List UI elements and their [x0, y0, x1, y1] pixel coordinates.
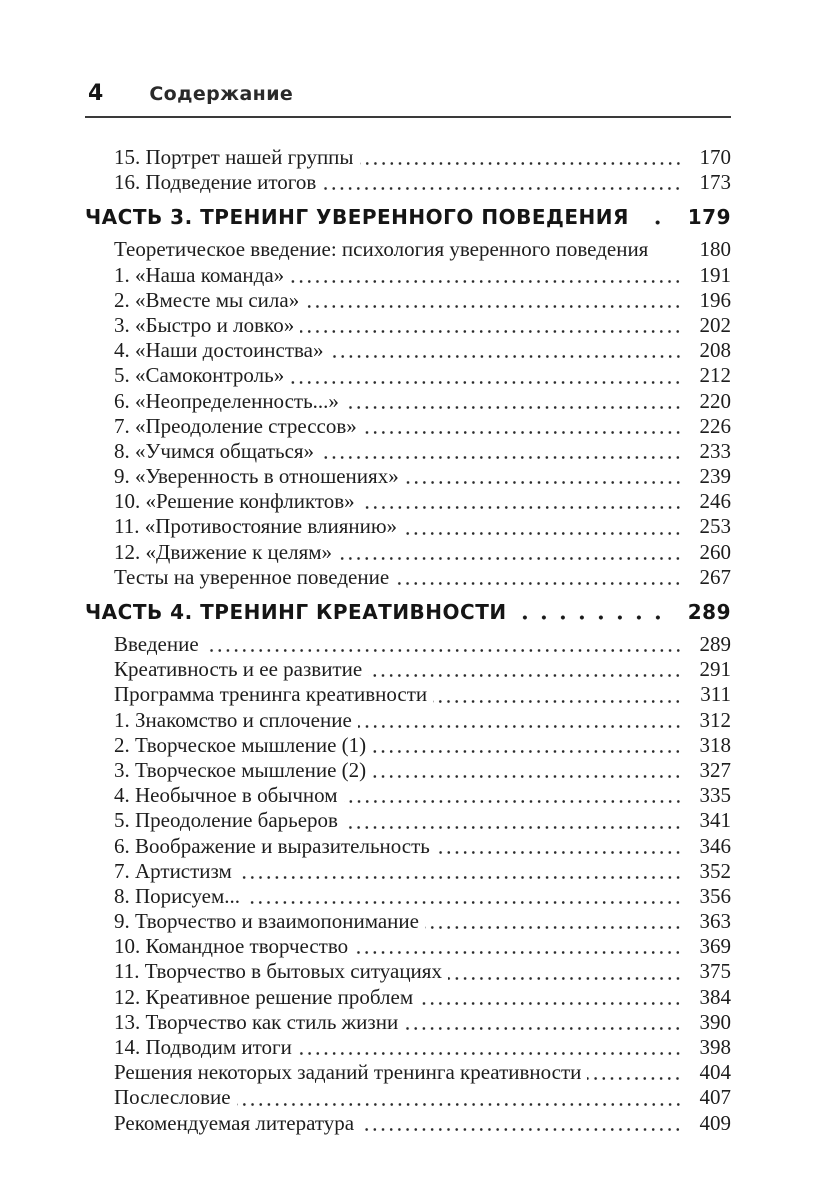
toc-entry-title: 1. Знакомство и сплочение	[114, 707, 352, 732]
toc-entry-title: 2. «Вместе мы сила»	[114, 287, 300, 312]
toc-entry-title: 2. Творческое мышление (1)	[114, 732, 367, 757]
toc-entry-page: 341	[699, 808, 731, 833]
dot-leader	[436, 834, 684, 859]
toc-entry	[85, 985, 731, 1010]
dot-leader	[290, 263, 684, 288]
dot-leader	[403, 514, 684, 539]
toc-entry-title: 9. Творчество и взаимопонимание	[114, 909, 419, 934]
toc-entry-page: 226	[699, 413, 731, 438]
toc-entry	[85, 657, 731, 682]
toc-entry	[85, 708, 731, 733]
toc-entry-title: 11. «Противостояние влиянию»	[114, 514, 398, 539]
toc-entry-page: 220	[699, 388, 731, 413]
toc-entry-page: 233	[699, 438, 731, 463]
toc-entry	[85, 632, 731, 657]
dot-leader	[344, 783, 684, 808]
toc-entry-page: 267	[699, 564, 731, 589]
dot-leader	[372, 758, 684, 783]
dot-leader	[238, 859, 684, 884]
toc-entry-page: 291	[699, 657, 731, 682]
toc-entry	[85, 682, 731, 707]
toc-entry	[85, 489, 731, 514]
header-title: Содержание	[149, 83, 294, 105]
dot-leader	[345, 389, 684, 414]
toc-entry	[85, 1111, 731, 1136]
toc-entry-page: 289	[699, 632, 731, 656]
toc-entry	[85, 540, 731, 565]
toc-entry-title: Тесты на уверенное поведение	[114, 564, 390, 589]
toc-entry	[85, 170, 731, 195]
toc-entry-page: 384	[699, 984, 731, 1009]
dot-leader	[330, 338, 684, 363]
toc-entry	[85, 1010, 731, 1035]
toc-entry	[85, 758, 731, 783]
toc-entry	[85, 263, 731, 288]
dot-leader	[354, 934, 684, 959]
toc-entry	[85, 959, 731, 984]
toc-entry-title: 14. Подводим итоги	[114, 1035, 292, 1059]
toc-entry	[85, 389, 731, 414]
toc-entry-title: Введение	[114, 632, 199, 656]
toc-entry-title: 5. Преодоление барьеров	[114, 808, 338, 833]
toc-entry	[85, 733, 731, 758]
toc-entry-title: 3. Творческое мышление (2)	[114, 757, 367, 782]
toc-entry-title: 4. «Наши достоинства»	[114, 338, 324, 363]
toc-entry-page: 335	[699, 783, 731, 808]
part-heading-page: 179	[687, 205, 731, 230]
dot-leader	[361, 489, 684, 514]
part-heading-page: 289	[687, 600, 731, 624]
toc-entry-title: 15. Портрет нашей группы	[114, 145, 354, 169]
part-heading-title: ЧАСТЬ 3. ТРЕНИНГ УВЕРЕННОГО ПОВЕДЕНИЯ	[85, 205, 629, 230]
page-header	[85, 82, 731, 106]
toc-entry-title: 7. Артистизм	[114, 858, 232, 883]
toc-entry-page: 346	[699, 833, 731, 858]
toc-entry-title: 8. Порисуем...	[114, 883, 241, 908]
toc-entry	[85, 145, 731, 170]
toc-entry-page: 352	[699, 858, 731, 883]
toc-entry-title: 11. Творчество в бытовых ситуациях	[114, 959, 442, 984]
dot-leader	[322, 170, 684, 195]
toc-entry-page: 208	[699, 338, 731, 363]
toc-entry	[85, 1060, 731, 1085]
toc-entry	[85, 859, 731, 884]
dot-leader	[654, 237, 684, 262]
toc-entry-title: 1. «Наша команда»	[114, 262, 285, 287]
dot-leader	[519, 598, 669, 626]
dot-leader	[344, 808, 684, 833]
dot-leader	[320, 439, 684, 464]
dot-leader	[419, 985, 684, 1010]
dot-leader	[404, 1010, 684, 1035]
toc-entry	[85, 288, 731, 313]
toc-entry	[85, 909, 731, 934]
dot-leader	[363, 414, 684, 439]
toc-entry-page: 375	[699, 959, 731, 984]
toc-entry-title: 12. «Движение к целям»	[114, 539, 333, 564]
dot-leader	[425, 909, 684, 934]
dot-leader	[338, 540, 684, 565]
dot-leader	[368, 657, 684, 682]
toc-entry	[85, 1035, 731, 1060]
toc-entry	[85, 884, 731, 909]
dot-leader	[246, 884, 684, 909]
toc-entry	[85, 439, 731, 464]
toc-entry-title: Программа тренинга креативности	[114, 682, 428, 707]
toc-entry-title: Решения некоторых заданий тренинга креативности	[114, 1060, 582, 1085]
toc-list	[85, 145, 731, 1136]
toc-entry-title: Послесловие	[114, 1085, 231, 1110]
toc-entry-page: 173	[699, 170, 731, 195]
toc-entry-page: 318	[699, 732, 731, 757]
toc-entry-title: 16. Подведение итогов	[114, 170, 317, 195]
toc-entry	[85, 1085, 731, 1110]
dot-leader	[360, 1111, 684, 1136]
toc-entry	[85, 237, 731, 262]
dot-leader	[360, 145, 684, 170]
toc-entry-page: 260	[699, 539, 731, 564]
dot-leader	[290, 363, 684, 388]
dot-leader	[405, 464, 684, 489]
toc-entry-page: 196	[699, 287, 731, 312]
toc-entry-page: 212	[699, 363, 731, 388]
toc-entry-title: 4. Необычное в обычном	[114, 783, 338, 808]
dot-leader	[237, 1085, 684, 1110]
dot-leader	[448, 959, 684, 984]
toc-entry-title: 10. Командное творчество	[114, 934, 349, 959]
toc-entry-title: 7. «Преодоление стрессов»	[114, 413, 357, 438]
toc-entry-page: 390	[699, 1009, 731, 1034]
toc-entry	[85, 934, 731, 959]
toc-entry-title: 3. «Быстро и ловко»	[114, 312, 295, 337]
toc-entry-title: 6. Воображение и выразительность	[114, 833, 430, 858]
page-number: 4	[88, 81, 104, 106]
toc-entry-title: 12. Креативное решение проблем	[114, 984, 414, 1009]
toc-entry-title: Рекомендуемая литература	[114, 1110, 355, 1135]
toc-entry-page: 246	[699, 489, 731, 514]
dot-leader	[641, 203, 669, 231]
toc-entry-title: 9. «Уверенность в отношениях»	[114, 464, 399, 489]
toc-entry-page: 191	[699, 262, 731, 287]
toc-entry-page: 202	[699, 312, 731, 337]
toc-entry-title: 13. Творчество как стиль жизни	[114, 1009, 399, 1034]
toc-entry	[85, 464, 731, 489]
header-rule	[85, 116, 731, 118]
toc-entry-page: 369	[699, 934, 731, 959]
toc-entry-title: 6. «Неопределенность...»	[114, 388, 339, 413]
toc-entry-title: Теоретическое введение: психология уверенного поведения	[114, 237, 649, 262]
toc-entry-page: 180	[699, 237, 731, 262]
part-heading	[85, 598, 731, 626]
toc-entry-page: 407	[699, 1085, 731, 1110]
toc-entry	[85, 338, 731, 363]
toc-entry	[85, 514, 731, 539]
dot-leader	[300, 313, 684, 338]
dot-leader	[433, 682, 684, 707]
dot-leader	[298, 1035, 684, 1060]
toc-entry-page: 409	[699, 1110, 731, 1135]
toc-entry	[85, 363, 731, 388]
toc-entry	[85, 783, 731, 808]
toc-entry	[85, 834, 731, 859]
toc-entry-page: 239	[699, 464, 731, 489]
toc-entry-page: 404	[699, 1060, 731, 1085]
toc-entry-title: Креативность и ее развитие	[114, 657, 363, 682]
dot-leader	[372, 733, 684, 758]
toc-entry	[85, 565, 731, 590]
part-heading	[85, 203, 731, 231]
toc-entry	[85, 808, 731, 833]
dot-leader	[305, 288, 684, 313]
toc-entry	[85, 313, 731, 338]
toc-entry-title: 5. «Самоконтроль»	[114, 363, 285, 388]
dot-leader	[587, 1060, 684, 1085]
part-heading-title: ЧАСТЬ 4. ТРЕНИНГ КРЕАТИВНОСТИ	[85, 600, 507, 624]
toc-entry-page: 327	[699, 757, 731, 782]
toc-entry-page: 398	[699, 1035, 731, 1059]
toc-entry-page: 363	[699, 909, 731, 934]
toc-entry-page: 356	[699, 883, 731, 908]
dot-leader	[395, 565, 684, 590]
toc-entry-page: 253	[699, 514, 731, 539]
toc-entry-title: 10. «Решение конфликтов»	[114, 489, 355, 514]
toc-entry-title: 8. «Учимся общаться»	[114, 438, 315, 463]
dot-leader	[358, 708, 684, 733]
toc-entry	[85, 414, 731, 439]
toc-entry-page: 311	[700, 682, 731, 707]
toc-entry-page: 312	[699, 707, 731, 732]
toc-entry-page: 170	[699, 145, 731, 169]
dot-leader	[205, 632, 684, 657]
